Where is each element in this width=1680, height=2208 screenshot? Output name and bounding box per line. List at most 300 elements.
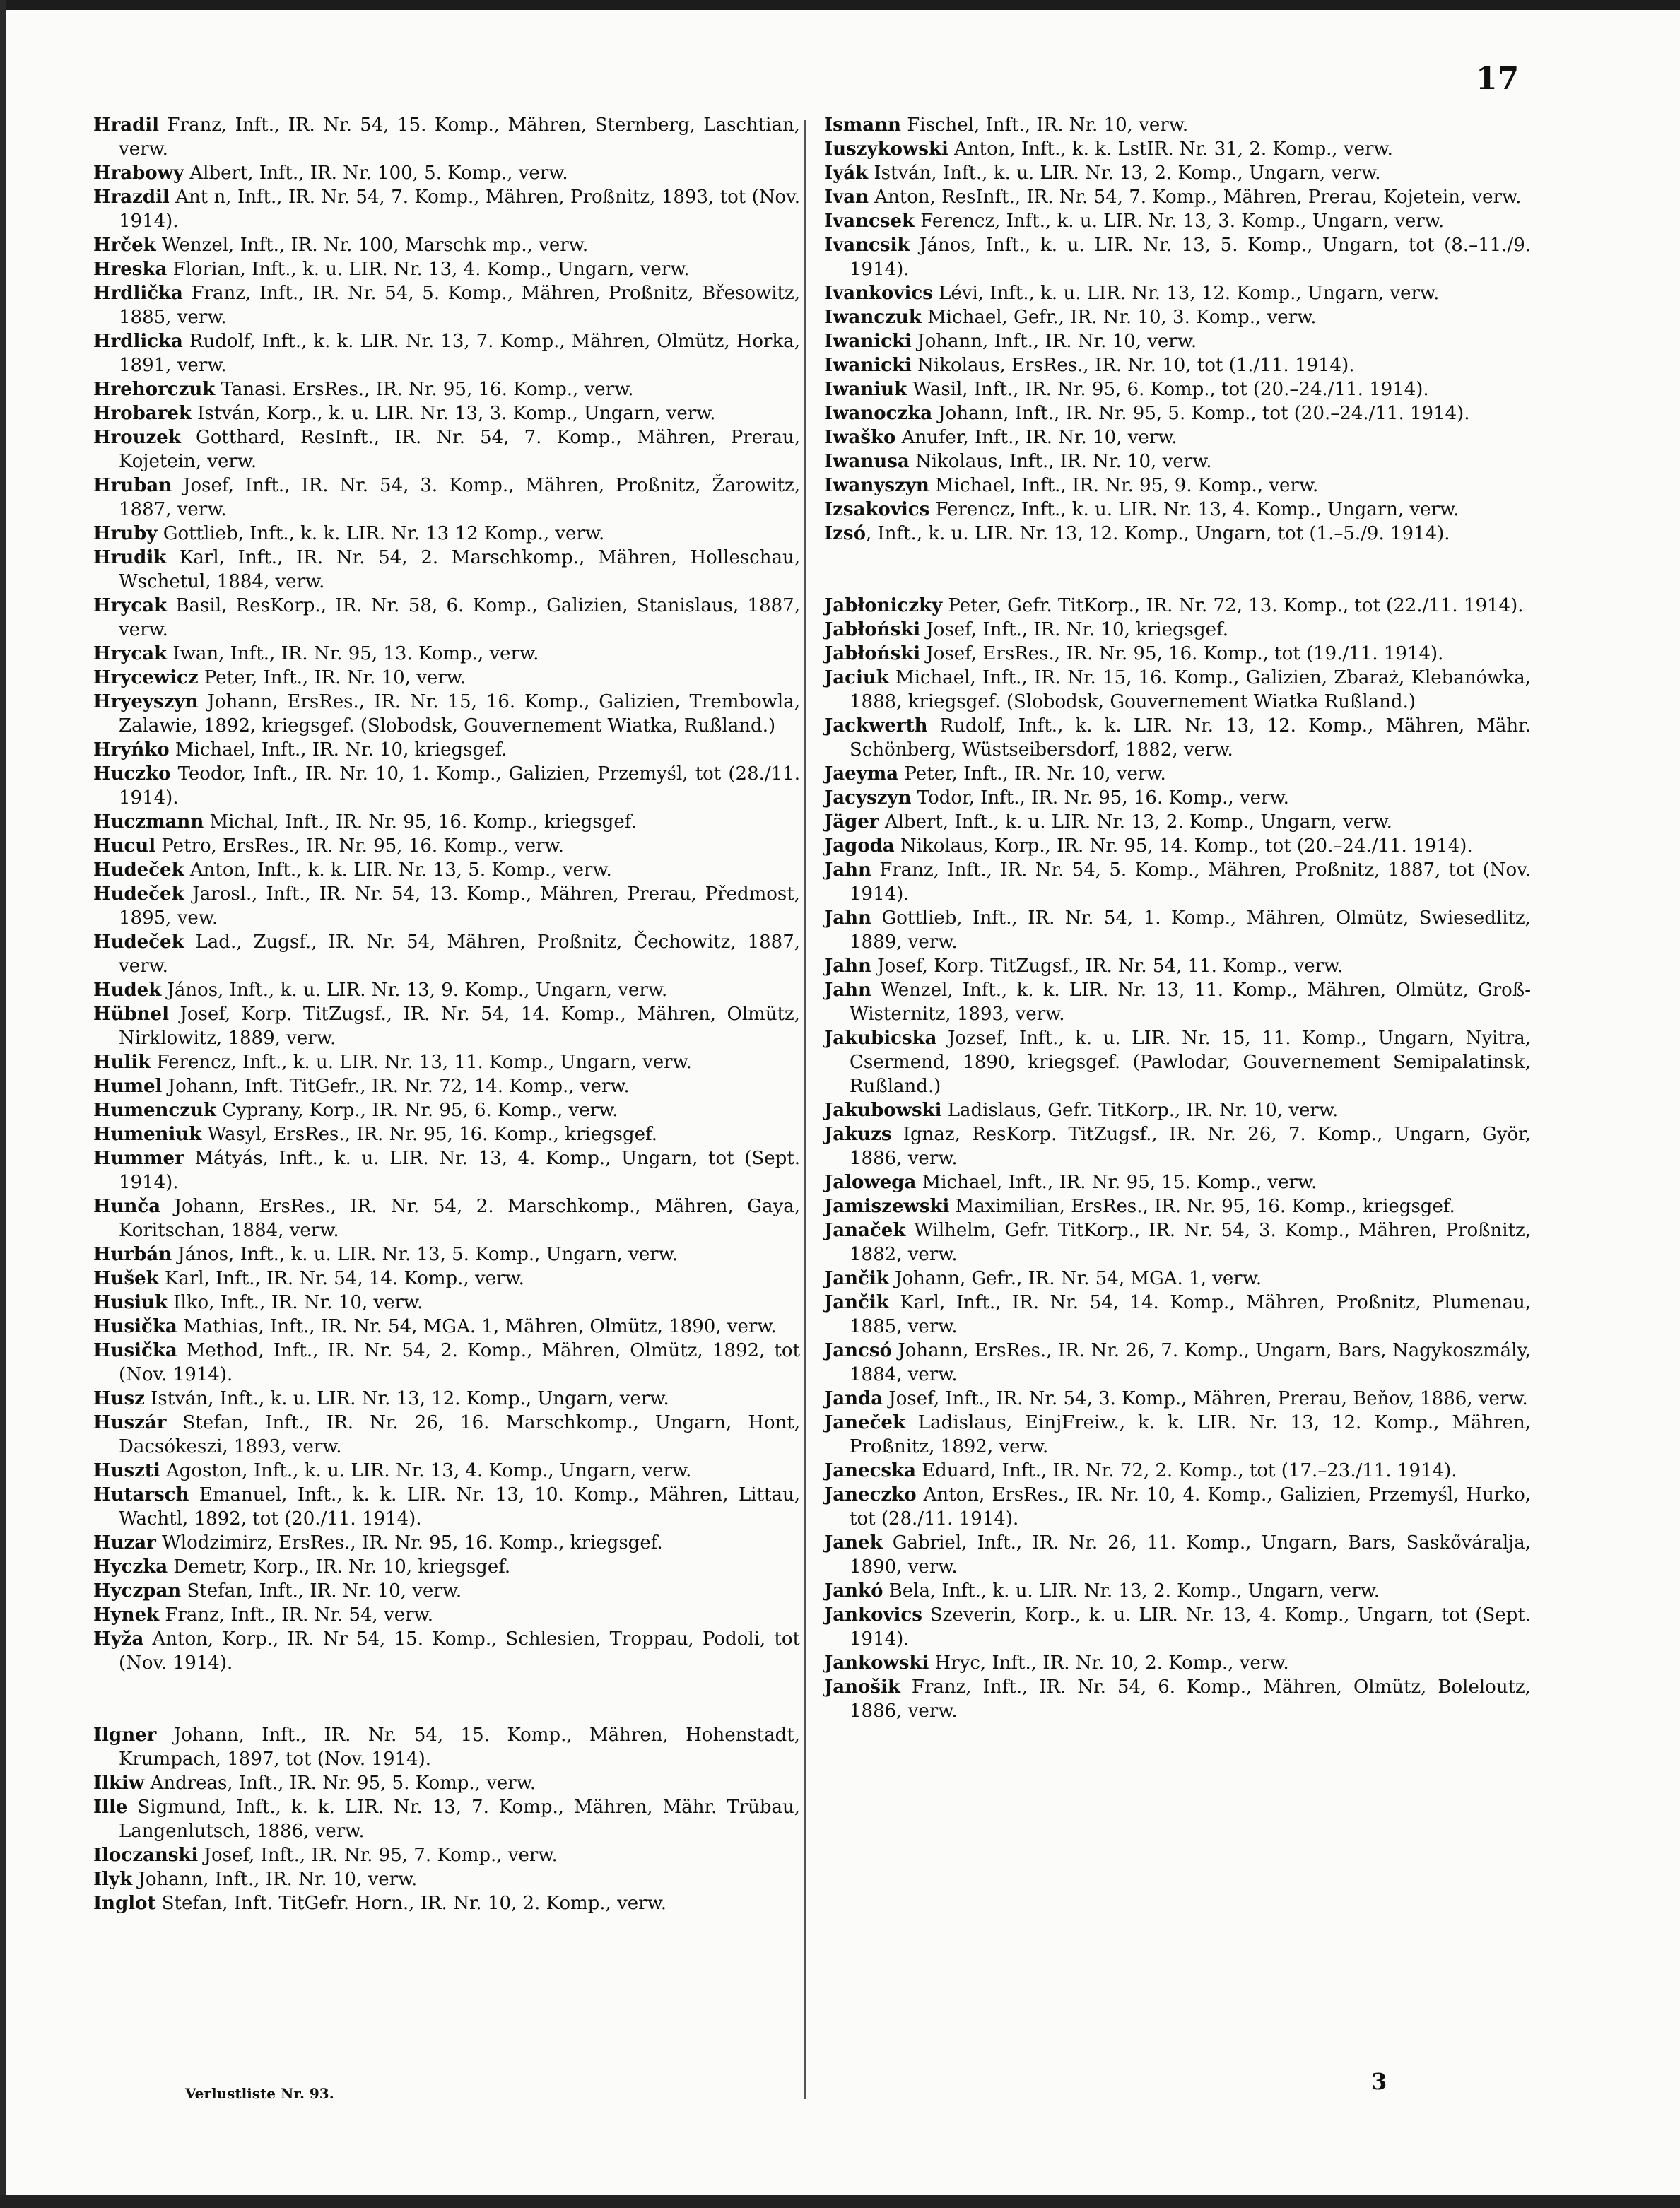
surname: Hrdlicka	[93, 331, 183, 352]
casualty-entry	[824, 1267, 1531, 1291]
entry-details: Anton, ErsRes., IR. Nr. 10, 4. Komp., Galizien, Przemyśl, Hurko, tot (28./11. 1914).	[850, 1484, 1531, 1529]
casualty-entry	[824, 858, 1531, 906]
entry-details: Franz, Inft., IR. Nr. 54, 5. Komp., Mähren, Proßnitz, 1887, tot (Nov. 1914).	[850, 859, 1531, 905]
page-number: 17	[1476, 61, 1520, 97]
surname: Hyczka	[93, 1556, 168, 1578]
casualty-entry	[93, 1555, 800, 1579]
surname: Hrycewicz	[93, 667, 199, 688]
entry-details: Nikolaus, Inft., IR. Nr. 10, verw.	[909, 451, 1212, 472]
casualty-entry	[93, 738, 800, 762]
casualty-entry	[93, 882, 800, 930]
entry-details: Florian, Inft., k. u. LIR. Nr. 13, 4. Komp., Ungarn, verw.	[167, 259, 690, 280]
entry-details: István, Inft., k. u. LIR. Nr. 13, 2. Komp., Ungarn, verw.	[868, 163, 1381, 184]
casualty-entry	[93, 185, 800, 233]
entry-details: Anton, ResInft., IR. Nr. 54, 7. Komp., Mähren, Prerau, Kojetein, verw.	[869, 187, 1522, 208]
casualty-entry	[824, 377, 1531, 401]
surname: Jackwerth	[824, 715, 928, 736]
entry-details: Johann, Inft., IR. Nr. 95, 5. Komp., tot (20.–24./11. 1914).	[932, 403, 1470, 424]
surname: Iwanczuk	[824, 307, 922, 328]
entry-details: Lévi, Inft., k. u. LIR. Nr. 13, 12. Komp., Ungarn, verw.	[932, 283, 1440, 304]
entry-details: Michael, Inft., IR. Nr. 95, 15. Komp., verw.	[916, 1172, 1317, 1193]
casualty-entry	[93, 1194, 800, 1243]
surname: Jahn	[824, 859, 871, 881]
casualty-entry	[93, 666, 800, 690]
casualty-entry	[93, 233, 800, 257]
surname: Hrehorczuk	[93, 379, 216, 400]
group-gap	[824, 546, 1531, 594]
casualty-entry	[93, 1243, 800, 1267]
casualty-entry	[93, 834, 800, 858]
casualty-entry	[93, 1795, 800, 1843]
surname: Jahn	[824, 980, 871, 1001]
entry-details: Anufer, Inft., IR. Nr. 10, verw.	[895, 427, 1177, 448]
surname: Hynek	[93, 1604, 160, 1626]
casualty-entry	[93, 1002, 800, 1050]
surname: Hruban	[93, 475, 172, 496]
surname: Jamiszewski	[824, 1196, 950, 1217]
entry-details: Johann, ErsRes., IR. Nr. 26, 7. Komp., Ungarn, Bars, Nagykoszmály, 1884, verw.	[850, 1340, 1531, 1385]
casualty-entry	[824, 498, 1531, 522]
surname: Hryńko	[93, 739, 170, 761]
casualty-entry	[824, 834, 1531, 858]
surname: Jahn	[824, 908, 871, 929]
entry-details: Ferencz, Inft., k. u. LIR. Nr. 13, 4. Komp., Ungarn, verw.	[929, 499, 1459, 520]
entry-details: Albert, Inft., IR. Nr. 100, 5. Komp., verw.	[184, 163, 568, 184]
casualty-entry	[824, 1579, 1531, 1603]
entry-details: Mátyás, Inft., k. u. LIR. Nr. 13, 4. Komp., Ungarn, tot (Sept. 1914).	[119, 1148, 800, 1193]
casualty-entry	[93, 1843, 800, 1867]
casualty-entry	[824, 1098, 1531, 1122]
entry-details: Wasyl, ErsRes., IR. Nr. 95, 16. Komp., kriegsgef.	[201, 1124, 657, 1145]
casualty-entry	[824, 401, 1531, 425]
surname: Jančik	[824, 1292, 889, 1313]
entry-details: Peter, Gefr. TitKorp., IR. Nr. 72, 13. Komp., tot (22./11. 1914).	[942, 595, 1524, 616]
entry-details: Fischel, Inft., IR. Nr. 10, verw.	[900, 114, 1189, 136]
surname: Inglot	[93, 1893, 156, 1914]
entry-details: Josef, Inft., IR. Nr. 54, 3. Komp., Mähren, Proßnitz, Žarowitz, 1887, verw.	[119, 475, 800, 520]
surname: Hušek	[93, 1268, 159, 1289]
entry-details: Rudolf, Inft., k. k. LIR. Nr. 13, 12. Komp., Mähren, Mähr. Schönberg, Wüstseibersdorf, 1882, verw.	[850, 715, 1531, 761]
entry-details: Ferencz, Inft., k. u. LIR. Nr. 13, 11. Komp., Ungarn, verw.	[151, 1052, 692, 1073]
casualty-entry	[93, 1315, 800, 1339]
entry-details: Demetr, Korp., IR. Nr. 10, kriegsgef.	[168, 1556, 511, 1578]
surname: Iwaniuk	[824, 379, 907, 400]
entry-details: Gotthard, ResInft., IR. Nr. 54, 7. Komp., Mähren, Prerau, Kojetein, verw.	[119, 427, 800, 472]
surname: Jacyszyn	[824, 787, 912, 809]
casualty-entry	[93, 1122, 800, 1146]
entry-details: János, Inft., k. u. LIR. Nr. 13, 9. Komp., Ungarn, verw.	[161, 980, 668, 1001]
entry-details: Peter, Inft., IR. Nr. 10, verw.	[898, 763, 1166, 785]
casualty-entry	[93, 1483, 800, 1531]
surname: Hübnel	[93, 1004, 169, 1025]
surname: Ilyk	[93, 1869, 133, 1890]
entry-details: Nikolaus, ErsRes., IR. Nr. 10, tot (1./11. 1914).	[911, 355, 1355, 376]
entry-details: Wilhelm, Gefr. TitKorp., IR. Nr. 54, 3. Komp., Mähren, Proßnitz, 1882, verw.	[850, 1220, 1531, 1265]
entry-details: Sigmund, Inft., k. k. LIR. Nr. 13, 7. Komp., Mähren, Mähr. Trübau, Langenlutsch, 1886, verw.	[119, 1797, 800, 1842]
surname: Iuszykowski	[824, 139, 948, 160]
casualty-entry	[824, 1411, 1531, 1459]
casualty-entry	[824, 161, 1531, 185]
entry-details: Wasil, Inft., IR. Nr. 95, 6. Komp., tot (20.–24./11. 1914).	[907, 379, 1429, 400]
entry-details: Petro, ErsRes., IR. Nr. 95, 16. Komp., verw.	[155, 835, 564, 857]
entry-details: Johann, ErsRes., IR. Nr. 15, 16. Komp., Galizien, Trembowla, Zalawie, 1892, kriegsgef. (Slobodsk, Gouvernement Wiatka, Rußland.)	[119, 691, 800, 736]
casualty-entry	[93, 161, 800, 185]
surname: Janošik	[824, 1676, 900, 1698]
entry-details: Anton, Korp., IR. Nr 54, 15. Komp., Schlesien, Troppau, Podoli, tot (Nov. 1914).	[119, 1628, 800, 1674]
surname: Hrycak	[93, 595, 168, 616]
surname: Jakuzs	[824, 1124, 892, 1145]
casualty-entry	[824, 762, 1531, 786]
casualty-entry	[93, 690, 800, 738]
casualty-entry	[93, 1267, 800, 1291]
surname: Iwanicki	[824, 355, 912, 376]
entry-details: Szeverin, Korp., k. u. LIR. Nr. 13, 4. Komp., Ungarn, tot (Sept. 1914).	[850, 1604, 1531, 1650]
surname: Hulik	[93, 1052, 151, 1073]
casualty-entry	[824, 1675, 1531, 1723]
surname: Husička	[93, 1316, 177, 1337]
entry-details: Mathias, Inft., IR. Nr. 54, MGA. 1, Mähren, Olmütz, 1890, verw.	[177, 1316, 777, 1337]
entry-details: István, Korp., k. u. LIR. Nr. 13, 3. Komp., Ungarn, verw.	[191, 403, 716, 424]
casualty-entry	[824, 1651, 1531, 1675]
casualty-entry	[824, 978, 1531, 1026]
casualty-entry	[93, 425, 800, 474]
entry-details: Iwan, Inft., IR. Nr. 95, 13. Komp., verw.	[167, 643, 539, 664]
right-column	[824, 113, 1531, 1723]
entry-details: János, Inft., k. u. LIR. Nr. 13, 5. Komp., Ungarn, verw.	[172, 1244, 679, 1265]
entry-details: Andreas, Inft., IR. Nr. 95, 5. Komp., verw.	[144, 1773, 536, 1794]
entry-details: Gottlieb, Inft., k. k. LIR. Nr. 13 12 Komp., verw.	[157, 523, 605, 544]
casualty-entry	[824, 1170, 1531, 1194]
surname: Janda	[824, 1388, 883, 1409]
entry-details: Anton, Inft., k. k. LstIR. Nr. 31, 2. Komp., verw.	[948, 139, 1393, 160]
casualty-entry	[93, 377, 800, 401]
entry-details: Agoston, Inft., k. u. LIR. Nr. 13, 4. Komp., Ungarn, verw.	[160, 1460, 692, 1481]
sheet-number: 3	[1371, 2068, 1387, 2095]
surname: Hurbán	[93, 1244, 172, 1265]
surname: Hudek	[93, 980, 162, 1001]
surname: Jankowski	[824, 1652, 929, 1674]
entry-details: Josef, Korp. TitZugsf., IR. Nr. 54, 11. Komp., verw.	[871, 956, 1344, 977]
surname: Jaeyma	[824, 763, 899, 785]
casualty-entry	[93, 1387, 800, 1411]
entry-details: Jozsef, Inft., k. u. LIR. Nr. 15, 11. Komp., Ungarn, Nyitra, Csermend, 1890, kriegsgef. (Pawlodar, Gouvernement Semipalatinsk, Rußland.)	[850, 1028, 1531, 1097]
surname: Ivancsik	[824, 235, 910, 256]
surname: Ivankovics	[824, 283, 933, 304]
surname: Janeczko	[824, 1484, 917, 1505]
entry-details: István, Inft., k. u. LIR. Nr. 13, 12. Komp., Ungarn, verw.	[144, 1388, 669, 1409]
casualty-entry	[824, 594, 1531, 618]
group-gap	[93, 1675, 800, 1723]
surname: Hucul	[93, 835, 156, 857]
casualty-entry	[824, 1531, 1531, 1579]
casualty-entry	[824, 1483, 1531, 1531]
entry-details: János, Inft., k. u. LIR. Nr. 13, 5. Komp., Ungarn, tot (8.–11./9. 1914).	[850, 235, 1531, 280]
surname: Hrycak	[93, 643, 168, 664]
surname: Huczko	[93, 763, 171, 785]
casualty-entry	[93, 762, 800, 810]
casualty-entry	[824, 1218, 1531, 1267]
casualty-entry	[93, 642, 800, 666]
surname: Humenczuk	[93, 1100, 216, 1121]
surname: Hrudik	[93, 547, 167, 568]
surname: Ivan	[824, 187, 869, 208]
casualty-entry	[824, 209, 1531, 233]
surname: Jankó	[824, 1580, 883, 1602]
surname: Ille	[93, 1797, 128, 1818]
entry-details: Michal, Inft., IR. Nr. 95, 16. Komp., kriegsgef.	[204, 811, 637, 833]
surname: Hunča	[93, 1196, 161, 1217]
casualty-entry	[93, 594, 800, 642]
casualty-entry	[93, 1627, 800, 1675]
surname: Huzar	[93, 1532, 156, 1554]
entry-details: Karl, Inft., IR. Nr. 54, 2. Marschkomp., Mähren, Holleschau, Wschetul, 1884, verw.	[119, 547, 800, 592]
entry-details: Method, Inft., IR. Nr. 54, 2. Komp., Mähren, Olmütz, 1892, tot (Nov. 1914).	[119, 1340, 800, 1385]
entry-details: Josef, Inft., IR. Nr. 54, 3. Komp., Mähren, Prerau, Beňov, 1886, verw.	[883, 1388, 1528, 1409]
entry-details: Emanuel, Inft., k. k. LIR. Nr. 13, 10. Komp., Mähren, Littau, Wachtl, 1892, tot (20./11. 1914).	[119, 1484, 800, 1529]
casualty-entry	[824, 906, 1531, 954]
casualty-entry	[93, 1891, 800, 1915]
entry-details: Ladislaus, Gefr. TitKorp., IR. Nr. 10, verw.	[941, 1100, 1339, 1121]
entry-details: Basil, ResKorp., IR. Nr. 58, 6. Komp., Galizien, Stanislaus, 1887, verw.	[119, 595, 800, 640]
column-divider	[804, 120, 806, 2099]
entry-details: Gabriel, Inft., IR. Nr. 26, 11. Komp., Ungarn, Bars, Saskőváralja, 1890, verw.	[850, 1532, 1531, 1578]
casualty-entry	[93, 1771, 800, 1795]
entry-details: Gottlieb, Inft., IR. Nr. 54, 1. Komp., Mähren, Olmütz, Swiesedlitz, 1889, verw.	[850, 908, 1531, 953]
casualty-entry	[824, 1459, 1531, 1483]
casualty-entry	[824, 810, 1531, 834]
surname: Hummer	[93, 1148, 184, 1169]
entry-details: Johann, Inft., IR. Nr. 10, verw.	[911, 331, 1197, 352]
casualty-entry	[824, 113, 1531, 137]
casualty-entry	[93, 1098, 800, 1122]
entry-details: Josef, ErsRes., IR. Nr. 95, 16. Komp., tot (19./11. 1914).	[920, 643, 1444, 664]
surname: Hreska	[93, 259, 168, 280]
casualty-entry	[93, 546, 800, 594]
surname: Iloczanski	[93, 1845, 199, 1866]
surname: Huszár	[93, 1412, 167, 1433]
casualty-entry	[93, 1531, 800, 1555]
entry-details: Peter, Inft., IR. Nr. 10, verw.	[198, 667, 466, 688]
casualty-entry	[824, 786, 1531, 810]
casualty-entry	[824, 522, 1531, 546]
entry-details: Bela, Inft., k. u. LIR. Nr. 13, 2. Komp., Ungarn, verw.	[883, 1580, 1380, 1602]
surname: Janaček	[824, 1220, 906, 1241]
left-column	[93, 113, 800, 1915]
surname: Hryeyszyn	[93, 691, 199, 712]
casualty-entry	[824, 425, 1531, 450]
entry-details: Maximilian, ErsRes., IR. Nr. 95, 16. Komp., kriegsgef.	[949, 1196, 1455, 1217]
entry-details: Michael, Inft., IR. Nr. 10, kriegsgef.	[169, 739, 507, 761]
casualty-entry	[93, 1603, 800, 1627]
entry-details: Franz, Inft., IR. Nr. 54, 15. Komp., Mähren, Sternberg, Laschtian, verw.	[119, 114, 800, 160]
entry-details: Albert, Inft., k. u. LIR. Nr. 13, 2. Komp., Ungarn, verw.	[879, 811, 1392, 833]
surname: Jabłoński	[824, 643, 921, 664]
casualty-entry	[824, 185, 1531, 209]
surname: Humel	[93, 1076, 163, 1097]
surname: Hrobarek	[93, 403, 192, 424]
entry-details: Cyprany, Korp., IR. Nr. 95, 6. Komp., verw.	[216, 1100, 618, 1121]
surname: Jankovics	[824, 1604, 922, 1626]
entry-details: Franz, Inft., IR. Nr. 54, verw.	[159, 1604, 434, 1626]
entry-details: Johann, ErsRes., IR. Nr. 54, 2. Marschkomp., Mähren, Gaya, Koritschan, 1884, verw.	[119, 1196, 800, 1241]
surname: Ismann	[824, 114, 901, 136]
casualty-entry	[824, 1603, 1531, 1651]
casualty-entry	[93, 1146, 800, 1194]
surname: Huczmann	[93, 811, 204, 833]
surname: Iwanicki	[824, 331, 912, 352]
scan-border-left	[0, 0, 6, 2208]
entry-details: Josef, Inft., IR. Nr. 10, kriegsgef.	[920, 619, 1228, 640]
casualty-entry	[824, 618, 1531, 642]
casualty-entry	[93, 522, 800, 546]
entry-details: Teodor, Inft., IR. Nr. 10, 1. Komp., Galizien, Przemyśl, tot (28./11. 1914).	[119, 763, 800, 809]
casualty-entry	[93, 810, 800, 834]
surname: Jäger	[824, 811, 879, 833]
casualty-entry	[824, 233, 1531, 281]
entry-details: Ant n, Inft., IR. Nr. 54, 7. Komp., Mähren, Proßnitz, 1893, tot (Nov. 1914).	[119, 187, 800, 232]
surname: Hyža	[93, 1628, 144, 1650]
casualty-entry	[93, 401, 800, 425]
entry-details: Josef, Korp. TitZugsf., IR. Nr. 54, 14. Komp., Mähren, Olmütz, Nirklowitz, 1889, verw.	[119, 1004, 800, 1049]
casualty-entry	[93, 1459, 800, 1483]
casualty-entry	[93, 858, 800, 882]
surname: Janecska	[824, 1460, 916, 1481]
surname: Hrouzek	[93, 427, 181, 448]
surname: Hrček	[93, 235, 156, 256]
casualty-entry	[93, 281, 800, 329]
casualty-entry	[93, 1339, 800, 1387]
casualty-entry	[824, 137, 1531, 161]
surname: Ilkiw	[93, 1773, 145, 1794]
entry-details: Josef, Inft., IR. Nr. 95, 7. Komp., verw.	[198, 1845, 558, 1866]
entry-details: Wlodzimirz, ErsRes., IR. Nr. 95, 16. Komp., kriegsgef.	[155, 1532, 663, 1554]
casualty-entry	[824, 1387, 1531, 1411]
scan-border-top	[0, 0, 1680, 10]
entry-details: Wenzel, Inft., IR. Nr. 100, Marschk mp., verw.	[155, 235, 589, 256]
entry-details: Todor, Inft., IR. Nr. 95, 16. Komp., verw.	[911, 787, 1289, 809]
casualty-entry	[824, 474, 1531, 498]
casualty-entry	[93, 1074, 800, 1098]
surname: Janek	[824, 1532, 883, 1554]
surname: Jancsó	[824, 1340, 892, 1361]
casualty-entry	[824, 281, 1531, 305]
surname: Hruby	[93, 523, 158, 544]
casualty-entry	[824, 1122, 1531, 1170]
entry-details: Jarosl., Inft., IR. Nr. 54, 13. Komp., Mähren, Prerau, Předmost, 1895, vew.	[119, 883, 800, 929]
surname: Janeček	[824, 1412, 905, 1433]
casualty-entry	[824, 1339, 1531, 1387]
surname: Jančik	[824, 1268, 889, 1289]
entry-details: Ilko, Inft., IR. Nr. 10, verw.	[167, 1292, 423, 1313]
casualty-entry	[93, 1411, 800, 1459]
casualty-entry	[824, 353, 1531, 377]
surname: Hradil	[93, 114, 160, 136]
surname: Iwanusa	[824, 451, 910, 472]
entry-details: Michael, Inft., IR. Nr. 95, 9. Komp., verw.	[929, 475, 1319, 496]
casualty-entry	[93, 474, 800, 522]
surname: Husiuk	[93, 1292, 168, 1313]
surname: Iwaško	[824, 427, 896, 448]
entry-details: Franz, Inft., IR. Nr. 54, 5. Komp., Mähren, Proßnitz, Břesowitz, 1885, verw.	[119, 283, 800, 328]
entry-details: Nikolaus, Korp., IR. Nr. 95, 14. Komp., tot (20.–24./11. 1914).	[894, 835, 1473, 857]
entry-details: , Inft., k. u. LIR. Nr. 13, 12. Komp., Ungarn, tot (1.–5./9. 1914).	[865, 523, 1450, 544]
entry-details: Stefan, Inft. TitGefr. Horn., IR. Nr. 10, 2. Komp., verw.	[155, 1893, 667, 1914]
entry-details: Ignaz, ResKorp. TitZugsf., IR. Nr. 26, 7. Komp., Ungarn, Györ, 1886, verw.	[850, 1124, 1531, 1169]
entry-details: Johann, Inft., IR. Nr. 10, verw.	[132, 1869, 418, 1890]
casualty-entry	[93, 930, 800, 978]
surname: Iwanyszyn	[824, 475, 929, 496]
surname: Iwanoczka	[824, 403, 933, 424]
surname: Jagoda	[824, 835, 895, 857]
surname: Humeniuk	[93, 1124, 202, 1145]
entry-details: Eduard, Inft., IR. Nr. 72, 2. Komp., tot (17.–23./11. 1914).	[915, 1460, 1457, 1481]
casualty-entry	[824, 642, 1531, 666]
casualty-entry	[824, 714, 1531, 762]
surname: Izsakovics	[824, 499, 930, 520]
surname: Jabłoniczky	[824, 595, 943, 616]
entry-details: Johann, Inft. TitGefr., IR. Nr. 72, 14. Komp., verw.	[162, 1076, 630, 1097]
casualty-entry	[824, 1026, 1531, 1098]
casualty-entry	[93, 329, 800, 377]
scan-border-bottom	[0, 2195, 1680, 2208]
casualty-entry	[824, 450, 1531, 474]
casualty-entry	[93, 978, 800, 1002]
entry-details: Johann, Inft., IR. Nr. 54, 15. Komp., Mähren, Hohenstadt, Krumpach, 1897, tot (Nov. 1914).	[119, 1725, 800, 1770]
surname: Hudeček	[93, 883, 184, 905]
entry-details: Tanasi. ErsRes., IR. Nr. 95, 16. Komp., verw.	[215, 379, 634, 400]
entry-details: Michael, Gefr., IR. Nr. 10, 3. Komp., verw.	[921, 307, 1317, 328]
casualty-entry	[824, 954, 1531, 978]
casualty-entry	[93, 1291, 800, 1315]
entry-details: Rudolf, Inft., k. k. LIR. Nr. 13, 7. Komp., Mähren, Olmütz, Horka, 1891, verw.	[119, 331, 800, 376]
surname: Hudeček	[93, 859, 184, 881]
surname: Husička	[93, 1340, 177, 1361]
surname: Hyczpan	[93, 1580, 182, 1602]
surname: Jahn	[824, 956, 871, 977]
casualty-entry	[93, 113, 800, 161]
entry-details: Karl, Inft., IR. Nr. 54, 14. Komp., Mähren, Proßnitz, Plumenau, 1885, verw.	[850, 1292, 1531, 1337]
casualty-entry	[824, 329, 1531, 353]
surname: Ilgner	[93, 1725, 157, 1746]
entry-details: Michael, Inft., IR. Nr. 15, 16. Komp., Galizien, Zbaraż, Klebanówka, 1888, kriegsgef. (Slobodsk, Gouvernement Wiatka Rußland.)	[850, 667, 1531, 712]
entry-details: Stefan, Inft., IR. Nr. 26, 16. Marschkomp., Ungarn, Hont, Dacsókeszi, 1893, verw.	[119, 1412, 800, 1457]
surname: Jabłoński	[824, 619, 921, 640]
surname: Jaciuk	[824, 667, 889, 688]
casualty-entry	[93, 257, 800, 281]
casualty-entry	[93, 1579, 800, 1603]
entry-details: Karl, Inft., IR. Nr. 54, 14. Komp., verw.	[158, 1268, 524, 1289]
casualty-entry	[93, 1050, 800, 1074]
surname: Hrdlička	[93, 283, 183, 304]
entry-details: Lad., Zugsf., IR. Nr. 54, Mähren, Proßnitz, Čechowitz, 1887, verw.	[119, 932, 800, 977]
casualty-entry	[824, 1194, 1531, 1218]
surname: Jakubowski	[824, 1100, 942, 1121]
surname: Izsó	[824, 523, 866, 544]
surname: Ivancsek	[824, 211, 915, 232]
surname: Hrazdil	[93, 187, 170, 208]
surname: Huszti	[93, 1460, 160, 1481]
surname: Hudeček	[93, 932, 184, 953]
surname: Hutarsch	[93, 1484, 189, 1505]
entry-details: Johann, Gefr., IR. Nr. 54, MGA. 1, verw.	[888, 1268, 1262, 1289]
footer-list-number: Verlustliste Nr. 93.	[185, 2085, 334, 2102]
casualty-entry	[824, 666, 1531, 714]
surname: Jakubicska	[824, 1028, 937, 1049]
casualty-entry	[93, 1723, 800, 1771]
casualty-entry	[824, 1291, 1531, 1339]
surname: Husz	[93, 1388, 145, 1409]
entry-details: Franz, Inft., IR. Nr. 54, 6. Komp., Mähren, Olmütz, Boleloutz, 1886, verw.	[850, 1676, 1531, 1722]
